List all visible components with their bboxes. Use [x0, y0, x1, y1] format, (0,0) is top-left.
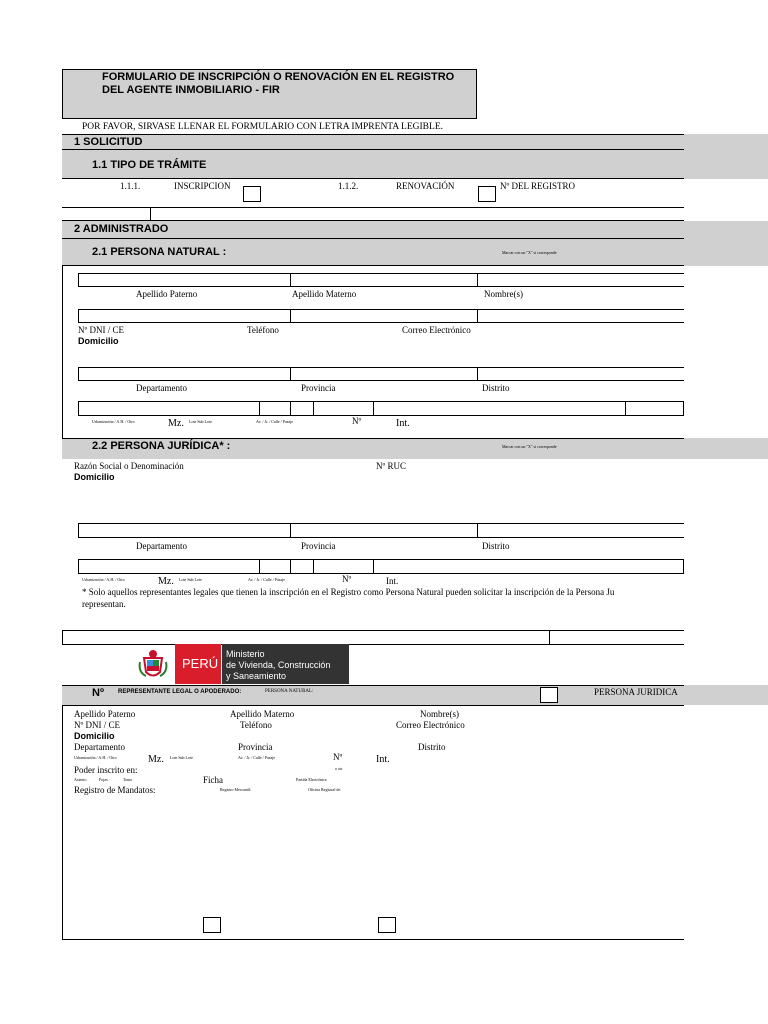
divider	[150, 207, 151, 220]
divider	[625, 401, 626, 416]
section1-title: 1 SOLICITUD	[74, 136, 143, 148]
rep-numero-label: Nº	[333, 752, 343, 762]
rep-lote-label: Lote Sub Lote	[170, 755, 193, 760]
divider	[549, 630, 550, 644]
departamento-juridica-label: Departamento	[136, 541, 187, 551]
form-title-line2: DEL AGENTE INMOBILIARIO - FIR	[102, 84, 280, 96]
divider	[62, 238, 684, 239]
numero-juridica-label: Nº	[342, 574, 352, 584]
divider	[290, 559, 291, 574]
divider	[62, 266, 63, 438]
divider	[313, 559, 314, 574]
rep-correo-label: Correo Electrónico	[396, 720, 465, 730]
urbanizacion-label: Urbanización / A.H. / Otro	[92, 419, 135, 424]
registro-number-label: Nº DEL REGISTRO	[500, 181, 575, 191]
mz-label: Mz.	[168, 418, 184, 429]
section1-subtitle: 1.1 TIPO DE TRÁMITE	[92, 159, 207, 171]
renovacion-checkbox[interactable]	[478, 186, 496, 202]
lote-label: Lote Sub Lote	[189, 419, 212, 424]
rep-checkbox-1[interactable]	[203, 917, 221, 933]
distrito-juridica-label: Distrito	[482, 541, 510, 551]
av-label: Av. / Jr. / Calle / Pasaje	[256, 419, 293, 424]
nombres-label: Nombre(s)	[484, 289, 523, 299]
rep-telefono-label: Teléfono	[240, 720, 272, 730]
option-inscripcion-number: 1.1.1.	[120, 181, 141, 191]
persona-natural-checkbox[interactable]	[540, 687, 558, 703]
rep-apellido-paterno-label: Apellido Paterno	[74, 709, 136, 719]
rep-distrito-label: Distrito	[418, 742, 446, 752]
rep-domicilio-label: Domicilio	[74, 731, 115, 741]
divider	[373, 401, 374, 416]
section1-bar	[62, 134, 768, 179]
divider	[62, 705, 63, 939]
divider	[62, 149, 684, 150]
domicilio-label: Domicilio	[78, 336, 119, 346]
razon-social-label: Razón Social o Denominación	[74, 461, 184, 471]
asiento-label: Asiento	[74, 777, 87, 782]
divider	[62, 685, 684, 686]
divider	[62, 705, 684, 706]
rep-interior-label: Int.	[376, 754, 390, 765]
registro-mercantil-label: Registro Mercantil:	[220, 787, 252, 792]
interior-label: Int.	[396, 418, 410, 429]
apellido-paterno-label: Apellido Paterno	[136, 289, 198, 299]
persona-natural-title: 2.1 PERSONA NATURAL :	[92, 246, 227, 258]
divider	[62, 644, 684, 645]
av-juridica-label: Av. / Jr. / Calle / Pasaje	[248, 577, 285, 582]
telefono-label: Teléfono	[247, 325, 279, 335]
departamento-juridica-field[interactable]	[78, 523, 291, 538]
fojas-label: Fojas	[99, 777, 108, 782]
distrito-field[interactable]	[477, 367, 684, 381]
departamento-field[interactable]	[78, 367, 291, 381]
address-juridica-row-field[interactable]	[78, 559, 684, 574]
divider	[62, 438, 684, 439]
divider	[62, 265, 684, 266]
telefono-field[interactable]	[290, 309, 478, 323]
option-renovacion-number: 1.1.2.	[338, 181, 359, 191]
registro-mandatos-label: Registro de Mandatos:	[74, 785, 156, 795]
rep-urbanizacion-label: Urbanización / A.H. / Otro	[74, 755, 117, 760]
divider	[313, 401, 314, 416]
nombres-field[interactable]	[477, 273, 684, 287]
lote-juridica-label: Lote Sub Lote	[179, 577, 202, 582]
divider	[62, 207, 684, 208]
mz-juridica-label: Mz.	[158, 576, 174, 587]
correo-label: Correo Electrónico	[402, 325, 471, 335]
option-inscripcion-label: INSCRIPCION	[174, 181, 231, 191]
marcar-hint-2: Marcar con un "X" si corresponde	[502, 444, 557, 449]
instruction-text: POR FAVOR, SIRVASE LLENAR EL FORMULARIO CON LETRA IMPRENTA LEGIBLE.	[82, 122, 443, 132]
divider	[373, 559, 374, 574]
inscripcion-checkbox[interactable]	[243, 186, 261, 202]
rep-apellido-materno-label: Apellido Materno	[230, 709, 295, 719]
domicilio-juridica-label: Domicilio	[74, 472, 115, 482]
dni-label: Nº DNI / CE	[78, 325, 125, 335]
option-renovacion-label: RENOVACIÓN	[396, 181, 455, 191]
interior-juridica-label: Int.	[386, 576, 399, 586]
provincia-juridica-label: Provincia	[301, 541, 336, 551]
rep-mz-label: Mz.	[148, 754, 164, 765]
rep-dni-label: Nº DNI / CE	[74, 720, 121, 730]
ficha-label: Ficha	[203, 775, 223, 785]
peru-logo-text: PERÚ	[182, 656, 219, 671]
oficina-registral-label: Oficina Registral de:	[308, 787, 342, 792]
rep-checkbox-2[interactable]	[378, 917, 396, 933]
section23-title: REPRESENTANTE LEGAL O APODERADO:	[118, 689, 242, 695]
provincia-field[interactable]	[290, 367, 478, 381]
ministerio-line2: de Vivienda, Construcción	[226, 660, 331, 670]
persona-natural-option-label: PERSONA NATURAL:	[265, 689, 314, 694]
tomo-label: Tomo	[123, 777, 133, 782]
distrito-label: Distrito	[482, 383, 510, 393]
rep-nombres-label: Nombre(s)	[420, 709, 459, 719]
form-title-line1: FORMULARIO DE INSCRIPCIÓN O RENOVACIÓN EN EL REGISTRO	[102, 71, 455, 83]
ruc-label: Nº RUC	[376, 461, 407, 471]
rep-provincia-label: Provincia	[238, 742, 273, 752]
dni-field[interactable]	[78, 309, 291, 323]
peru-shield-icon	[138, 648, 168, 680]
correo-field[interactable]	[477, 309, 684, 323]
divider	[259, 559, 260, 574]
footnote-line2: representan.	[82, 599, 126, 609]
persona-juridica-option-label: PERSONA JURIDICA	[594, 687, 678, 697]
numero-label: Nº	[352, 416, 362, 426]
divider	[259, 401, 260, 416]
distrito-juridica-field[interactable]	[477, 523, 684, 538]
divider	[62, 134, 684, 135]
divider	[62, 630, 684, 631]
persona-juridica-title: 2.2 PERSONA JURÍDICA* :	[92, 440, 231, 452]
apellido-paterno-field[interactable]	[78, 273, 291, 287]
provincia-label: Provincia	[301, 383, 336, 393]
partida-label: Partida Electrónica	[296, 777, 327, 782]
marcar-hint: Marcar con un "X" si corresponde	[502, 250, 557, 255]
section2-title: 2 ADMINISTRADO	[74, 223, 169, 235]
ministerio-line1: Ministerio	[226, 649, 265, 659]
rep-av-label: Av. / Jr. / Calle / Pasaje	[238, 755, 275, 760]
apellido-materno-field[interactable]	[290, 273, 478, 287]
divider	[62, 178, 684, 179]
address-row-field[interactable]	[78, 401, 684, 416]
rep-o-otro-label: o otr	[335, 766, 343, 771]
divider	[62, 939, 684, 940]
poder-inscrito-label: Poder inscrito en:	[74, 765, 138, 775]
divider	[290, 401, 291, 416]
apellido-materno-label: Apellido Materno	[292, 289, 357, 299]
urbanizacion-juridica-label: Urbanización / A.H. / Otro	[82, 577, 125, 582]
divider	[62, 630, 63, 644]
footnote-line1: * Solo aquellos representantes legales que tienen la inscripción en el Registro como Persona Natural pueden solicitar la inscripción de la Persona Ju	[82, 587, 615, 597]
rep-departamento-label: Departamento	[74, 742, 125, 752]
ministerio-line3: y Saneamiento	[226, 671, 287, 681]
section23-number: Nº	[92, 687, 104, 699]
provincia-juridica-field[interactable]	[290, 523, 478, 538]
departamento-label: Departamento	[136, 383, 187, 393]
